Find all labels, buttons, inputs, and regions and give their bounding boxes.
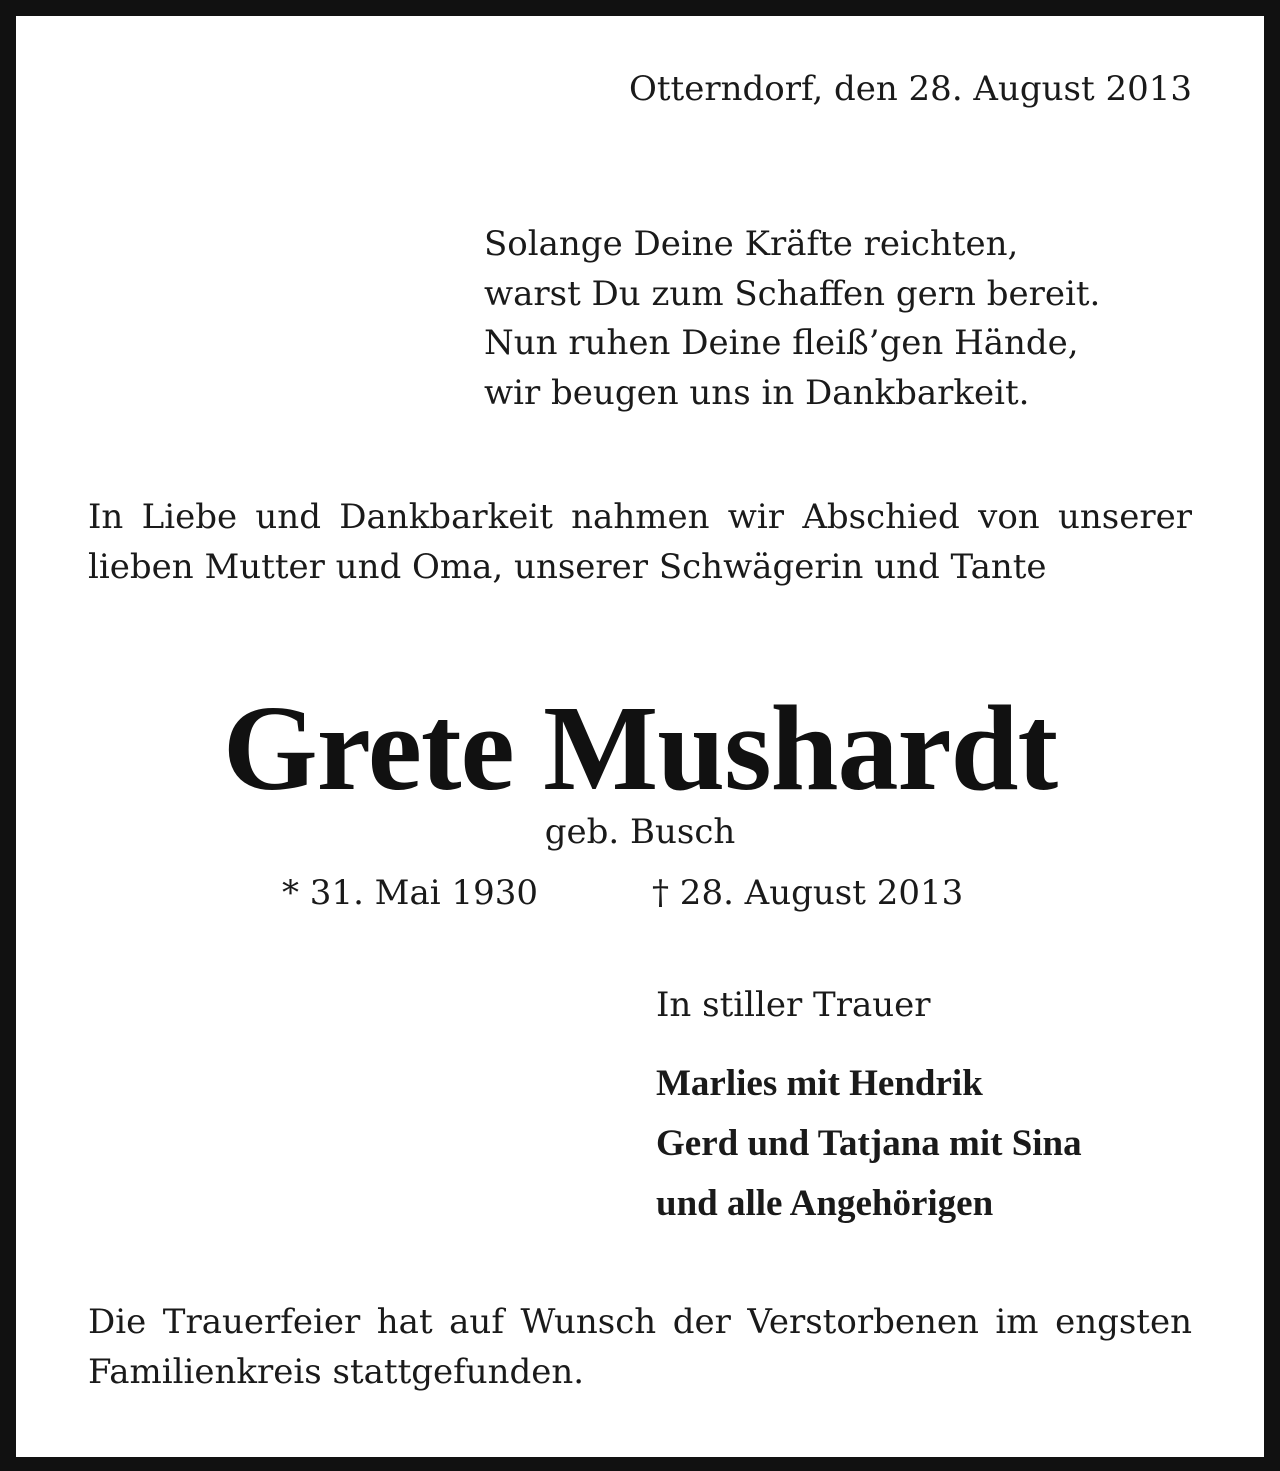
poem [484,220,1100,418]
death-date: † 28. August 2013 [652,873,964,913]
mourning-heading: In stiller Trauer [656,985,931,1025]
funeral-note: Die Trauerfeier hat auf Wunsch der Verstorbenen im engsten Familienkreis stattgefunden. [88,1302,1192,1392]
poem-line: Solange Deine Kräfte reichten, [484,224,1019,264]
mourners-list [656,1054,1082,1234]
mourner-name: Gerd und Tatjana mit Sina [656,1123,1082,1164]
mourner-name: und alle Angehörigen [656,1183,994,1224]
birth-date: * 31. Mai 1930 [282,873,538,913]
intro-paragraph: In Liebe und Dankbarkeit nahmen wir Abschied von unserer lieben Mutter und Oma, unserer Schwägerin und Tante [88,497,1192,587]
place-date: Otterndorf, den 28. August 2013 [629,69,1192,109]
poem-line: Nun ruhen Deine fleiß’gen Hände, [484,323,1079,363]
poem-line: warst Du zum Schaffen gern bereit. [484,273,1101,314]
mourner-name: Marlies mit Hendrik [656,1063,983,1104]
deceased-name: Grete Mushardt [222,681,1058,816]
maiden-name: geb. Busch [544,812,736,852]
poem-line: wir beugen uns in Dankbarkeit. [484,372,1030,413]
